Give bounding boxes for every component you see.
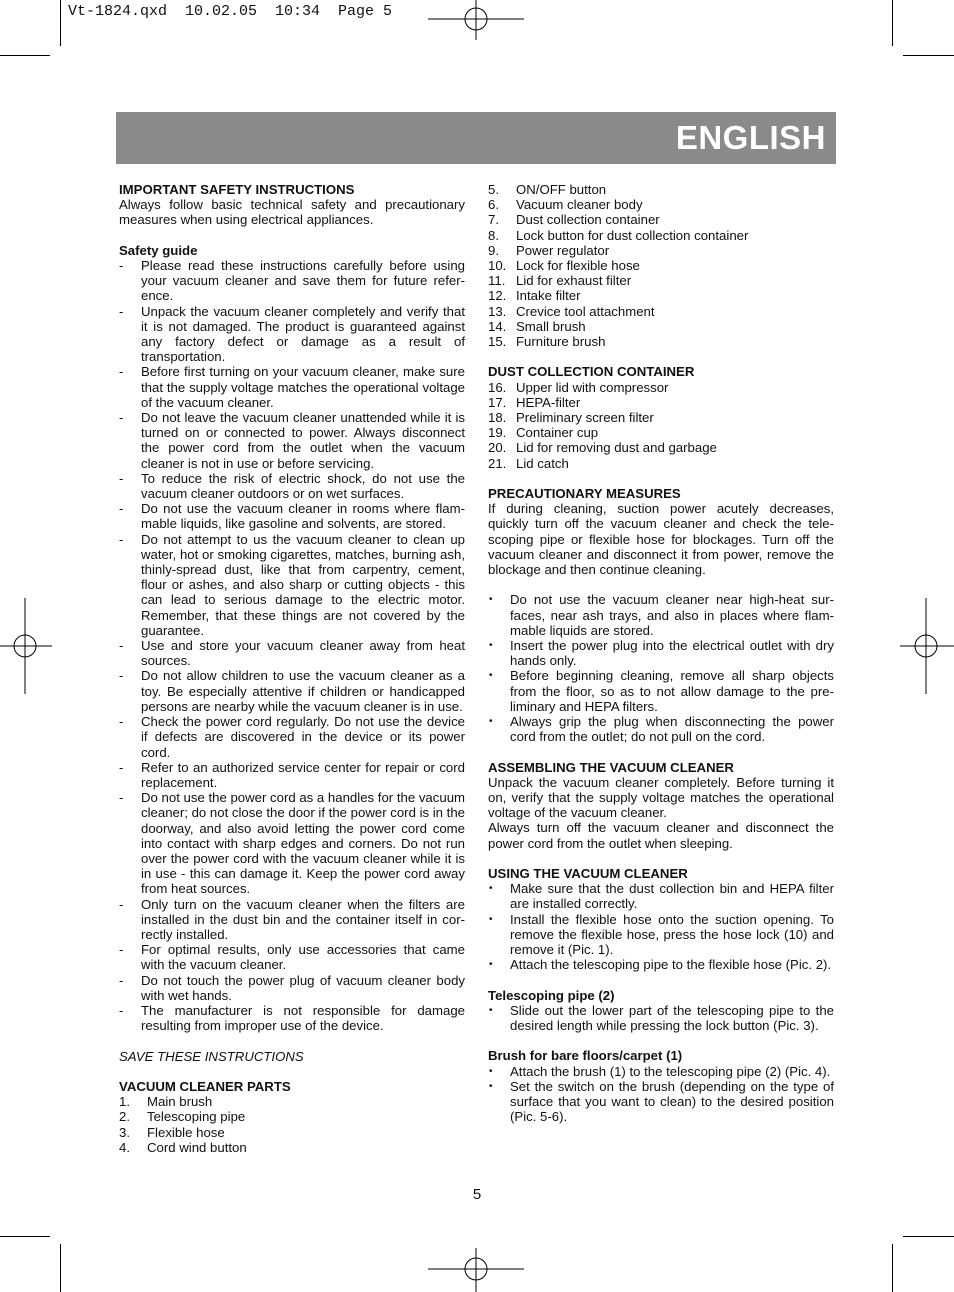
guide-item-text: Please read these instructions carefully before using your vacuum cleaner and save them for future reference.	[141, 258, 465, 304]
guide-item	[119, 364, 465, 410]
safety-guide-list	[119, 258, 465, 1033]
brush-list	[488, 1064, 834, 1125]
part-number: 10.	[488, 258, 507, 274]
part-number: 17.	[488, 394, 507, 410]
using-item	[488, 957, 834, 972]
part-name: Cord wind button	[147, 1139, 247, 1155]
guide-item	[119, 942, 465, 972]
part-item	[488, 304, 834, 319]
precaution-item	[488, 668, 834, 714]
part-name: Crevice tool attachment	[516, 303, 655, 319]
part-name: Power regulator	[516, 242, 610, 258]
guide-item-text: Do not leave the vacuum cleaner unattended while it is turned on or connected to power. Always disconnect the power cord from the outlet when the vacuum cleaner is not in use or before servicing.	[141, 410, 465, 471]
using-item-text: Make sure that the dust collection bin and HEPA filter are installed correctly.	[510, 881, 834, 912]
part-name: Dust collection container	[516, 212, 660, 228]
precaution-item-text: Do not use the vacuum cleaner near high-heat surfaces, near ash trays, and also in places where flammable liquids are stored.	[510, 592, 834, 638]
dash-marker: -	[119, 258, 124, 273]
precaution-heading: PRECAUTIONARY MEASURES	[488, 486, 681, 502]
part-item	[488, 243, 834, 258]
registration-mark-top	[428, 0, 524, 40]
safety-guide-heading: Safety guide	[119, 242, 198, 258]
parts-list-continued	[488, 182, 834, 349]
part-number: 19.	[488, 425, 507, 441]
bullet-marker: •	[489, 670, 493, 682]
dash-marker: -	[119, 714, 124, 730]
part-number: 4.	[119, 1139, 130, 1155]
guide-item	[119, 714, 465, 760]
using-item-text: Install the flexible hose onto the suction opening. To remove the flexible hose, press the hose lock (10) and remove it (Pic. 1).	[510, 911, 834, 958]
part-name: Lock for flexible hose	[516, 258, 640, 274]
precaution-item	[488, 714, 834, 744]
guide-item-text: Check the power cord regularly. Do not use the device if defects are discovered in the device or its power cord.	[141, 714, 465, 760]
part-name: Container cup	[516, 425, 599, 441]
guide-item-text: Use and store your vacuum cleaner away from heat sources.	[141, 638, 465, 669]
brush-item	[488, 1079, 834, 1125]
part-number: 11.	[488, 273, 506, 289]
part-name: Preliminary screen filter	[516, 410, 654, 426]
part-item	[488, 288, 834, 303]
precaution-list	[488, 592, 834, 744]
assembling-paragraph-2: Always turn off the vacuum cleaner and disconnect the power cord from the outlet when sleeping.	[488, 820, 834, 851]
part-number: 1.	[119, 1094, 130, 1110]
using-item	[488, 912, 834, 958]
part-number: 7.	[488, 212, 499, 228]
part-item	[488, 212, 834, 227]
part-item	[119, 1125, 465, 1140]
registration-mark-bottom	[428, 1248, 524, 1292]
part-number: 12.	[488, 288, 507, 304]
dash-marker: -	[119, 759, 124, 775]
part-name: Lid catch	[516, 455, 569, 471]
guide-item-text: The manufacturer is not responsible for damage resulting from improper use of the device.	[141, 1002, 465, 1034]
bullet-marker: •	[489, 1080, 493, 1092]
part-number: 5.	[488, 182, 499, 197]
guide-item	[119, 1003, 465, 1033]
page-number: 5	[472, 1186, 482, 1203]
dust-container-parts-list	[488, 380, 834, 471]
part-name: Flexible hose	[147, 1124, 225, 1140]
part-item	[488, 410, 834, 425]
part-name: Lid for removing dust and garbage	[516, 440, 717, 456]
part-name: HEPA-filter	[516, 394, 581, 410]
part-number: 13.	[488, 303, 507, 319]
part-name: Lock button for dust collection container	[516, 227, 749, 243]
part-name: Main brush	[147, 1094, 213, 1110]
dash-marker: -	[119, 364, 124, 380]
part-number: 2.	[119, 1109, 130, 1125]
part-item	[488, 334, 834, 349]
guide-item-text: Do not allow children to use the vacuum cleaner as a toy. Be especially attentive if children or handicapped persons are nearby while the vacuum cleaner is in use.	[141, 668, 465, 714]
part-name: Telescoping pipe	[147, 1109, 246, 1125]
part-name: Upper lid with compressor	[516, 379, 669, 395]
telescoping-heading: Telescoping pipe (2)	[488, 987, 615, 1003]
guide-item-text: For optimal results, only use accessories that came with the vacuum cleaner.	[141, 942, 465, 973]
parts-heading: VACUUM CLEANER PARTS	[119, 1078, 291, 1094]
guide-item-text: Do not use the power cord as a handles for the vacuum cleaner; do not close the door if the power cord is in the doorway, and also avoid letting the power cord come into contact with sharp edges and corners. Do not run over the power cord with the vacuum cleaner while it is in use - this can damage it. Keep the power cord away from heat sources.	[141, 790, 466, 897]
left-column	[119, 182, 465, 1155]
dash-marker: -	[119, 896, 124, 912]
part-name: Intake filter	[516, 288, 581, 304]
right-column	[488, 182, 834, 1124]
using-item	[488, 881, 834, 911]
banner-title: ENGLISH	[675, 119, 826, 156]
part-number: 9.	[488, 242, 499, 258]
guide-item	[119, 410, 465, 471]
dash-marker: -	[119, 668, 124, 684]
part-number: 18.	[488, 410, 507, 426]
telescoping-list	[488, 1003, 834, 1033]
part-name: Lid for exhaust filter	[516, 273, 632, 289]
guide-item-text: Do not use the vacuum cleaner in rooms where flammable liquids, like gasoline and solvents, are stored.	[141, 501, 465, 532]
safety-intro: Always follow basic technical safety and precautionary measures when using electrical appliances.	[119, 197, 465, 228]
part-item	[488, 197, 834, 212]
part-item	[488, 182, 834, 197]
dash-marker: -	[119, 303, 124, 319]
brush-item	[488, 1064, 834, 1079]
guide-item-text: Unpack the vacuum cleaner completely and verify that it is not damaged. The product is guaranteed against any factory defect or damage as a result of transportation.	[141, 303, 465, 365]
dash-marker: -	[119, 972, 124, 988]
part-number: 8.	[488, 227, 499, 243]
part-item	[488, 425, 834, 440]
parts-list	[119, 1094, 465, 1155]
bullet-marker: •	[489, 913, 493, 925]
save-instructions-note: SAVE THESE INSTRUCTIONS	[119, 1048, 304, 1064]
registration-mark-right	[900, 598, 954, 694]
dash-marker: -	[119, 470, 124, 486]
bullet-marker: •	[489, 1004, 493, 1016]
guide-item	[119, 304, 465, 365]
language-banner	[116, 112, 836, 164]
part-number: 15.	[488, 334, 507, 350]
part-number: 16.	[488, 379, 507, 395]
guide-item	[119, 897, 465, 943]
registration-mark-left	[0, 598, 52, 694]
precaution-item	[488, 638, 834, 668]
bullet-marker: •	[489, 716, 493, 728]
guide-item	[119, 638, 465, 668]
part-item	[488, 228, 834, 243]
guide-item	[119, 668, 465, 714]
part-number: 3.	[119, 1124, 130, 1140]
print-slug: Vt-1824.qxd 10.02.05 10:34 Page 5	[68, 3, 393, 20]
using-list	[488, 881, 834, 972]
bullet-marker: •	[489, 1065, 493, 1077]
guide-item-text: Do not touch the power plug of vacuum cleaner body with wet hands.	[141, 972, 465, 1003]
using-heading: USING THE VACUUM CLEANER	[488, 866, 688, 882]
guide-item	[119, 501, 465, 531]
telescoping-item-text: Slide out the lower part of the telescoping pipe to the desired length while pressing the lock button (Pic. 3).	[510, 1002, 834, 1034]
guide-item-text: Before first turning on your vacuum cleaner, make sure that the supply voltage matches the operational voltage of the vacuum cleaner.	[141, 364, 465, 410]
dash-marker: -	[119, 410, 124, 426]
precaution-item	[488, 592, 834, 638]
assembling-heading: ASSEMBLING THE VACUUM CLEANER	[488, 759, 734, 775]
part-item	[119, 1094, 465, 1109]
dash-marker: -	[119, 1002, 124, 1018]
precaution-item-text: Before beginning cleaning, remove all sharp objects from the floor, so as to not allow damage to the preliminary and HEPA filters.	[510, 668, 834, 714]
guide-item	[119, 790, 465, 896]
precaution-intro: If during cleaning, suction power acutely decreases, quickly turn off the vacuum cleaner and check the telescoping pipe or flexible hose for blockages. Turn off the vacuum cleaner and disconnect it from power, remove the blockage and then continue cleaning.	[488, 501, 834, 578]
guide-item	[119, 471, 465, 501]
part-item	[488, 380, 834, 395]
bullet-marker: •	[489, 594, 493, 606]
part-number: 6.	[488, 197, 499, 213]
guide-item	[119, 973, 465, 1003]
telescoping-item	[488, 1003, 834, 1033]
brush-heading: Brush for bare floors/carpet (1)	[488, 1048, 683, 1064]
part-item	[119, 1140, 465, 1155]
assembling-paragraph-1: Unpack the vacuum cleaner completely. Before turning it on, verify that the supply voltage matches the operational voltage of the vacuum cleaner.	[488, 774, 834, 821]
part-item	[488, 440, 834, 455]
part-number: 20.	[488, 440, 507, 456]
part-item	[488, 456, 834, 471]
part-item	[488, 258, 834, 273]
brush-item-text: Set the switch on the brush (depending on the type of surface that you want to clean) to the desired position (Pic. 5-6).	[510, 1078, 834, 1125]
guide-item	[119, 760, 465, 790]
part-number: 14.	[488, 318, 507, 334]
dash-marker: -	[119, 501, 124, 517]
part-item	[488, 319, 834, 334]
guide-item	[119, 532, 465, 638]
part-name: ON/OFF button	[516, 182, 607, 197]
part-name: Vacuum cleaner body	[516, 197, 643, 213]
dash-marker: -	[119, 531, 124, 547]
dash-marker: -	[119, 942, 124, 958]
bullet-marker: •	[489, 883, 493, 895]
guide-item-text: Do not attempt to us the vacuum cleaner to clean up water, hot or smoking cigarettes, matches, burning ash, thinly-spread dust, like that from carpentry, cement, flour or ashes, and also sharp or cutting objects - this can lead to serious damage to the electric motor. Remember, that these things are not covered by the guarantee.	[141, 531, 465, 638]
part-number: 21.	[488, 455, 507, 471]
safety-heading: IMPORTANT SAFETY INSTRUCTIONS	[119, 182, 355, 197]
precaution-item-text: Always grip the plug when disconnecting the power cord from the outlet; do not pull on the cord.	[510, 714, 834, 745]
guide-item-text: To reduce the risk of electric shock, do not use the vacuum cleaner outdoors or on wet surfaces.	[141, 470, 465, 502]
bullet-marker: •	[489, 640, 493, 652]
bullet-marker: •	[489, 959, 493, 971]
dash-marker: -	[119, 790, 124, 806]
guide-item	[119, 258, 465, 304]
part-item	[488, 273, 834, 288]
brush-item-text: Attach the brush (1) to the telescoping pipe (2) (Pic. 4).	[510, 1063, 831, 1079]
guide-item-text: Only turn on the vacuum cleaner when the filters are installed in the dust bin and the container itself in correctly installed.	[141, 896, 465, 942]
precaution-item-text: Insert the power plug into the electrical outlet with dry hands only.	[510, 638, 834, 669]
part-item	[488, 395, 834, 410]
part-item	[119, 1109, 465, 1124]
part-name: Small brush	[516, 318, 586, 334]
using-item-text: Attach the telescoping pipe to the flexible hose (Pic. 2).	[510, 957, 832, 973]
dust-container-heading: DUST COLLECTION CONTAINER	[488, 364, 695, 380]
dash-marker: -	[119, 638, 124, 654]
part-name: Furniture brush	[516, 334, 606, 350]
guide-item-text: Refer to an authorized service center for repair or cord replacement.	[141, 759, 465, 790]
